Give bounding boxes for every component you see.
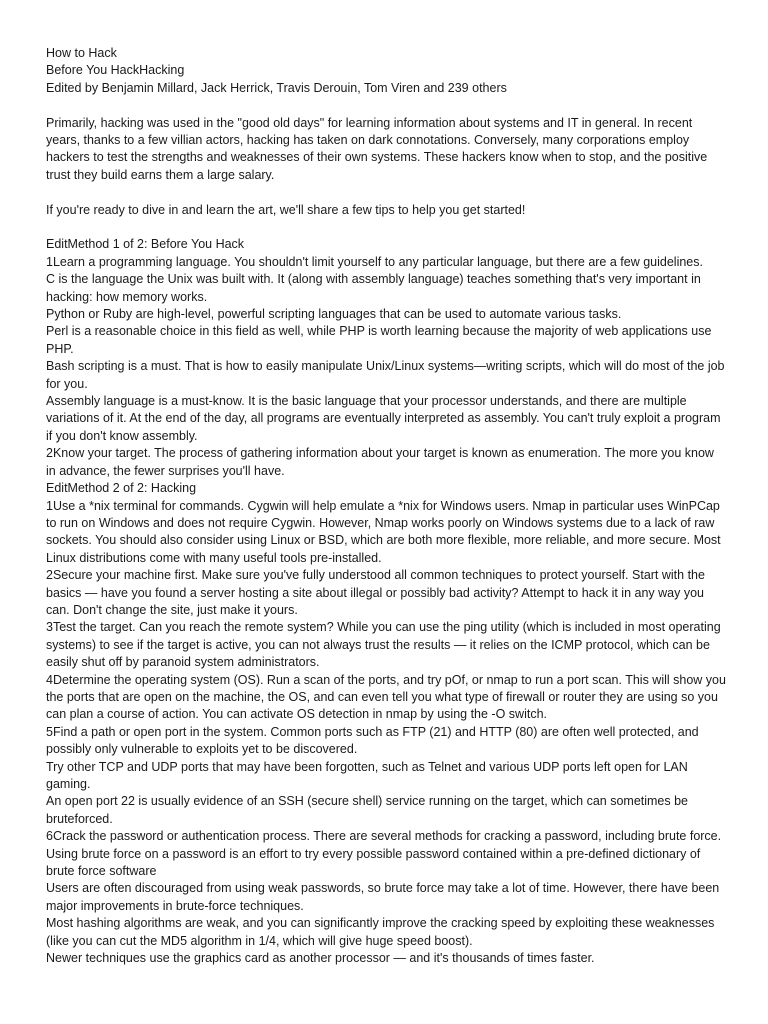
method-2-line: 4Determine the operating system (OS). Run a scan of the ports, and try pOf, or nmap to run a port scan. This will show you the ports that are open on the machine, the OS, and can even tell you what type of firewall or router they are using so you can plan a course of action. You can activate OS detection in nmap by using the -O switch. xyxy=(46,672,726,722)
document-credits: Edited by Benjamin Millard, Jack Herrick, Travis Derouin, Tom Viren and 239 others xyxy=(46,80,507,95)
spacer xyxy=(46,184,726,201)
method-2-line: 2Secure your machine first. Make sure you've fully understood all common techniques to protect yourself. Start with the basics — have you found a server hosting a site about illegal or possibly bad activity? Attempt to hack it in any way you can. Don't change the site, just make it yours. xyxy=(46,568,705,617)
method-2-line: Users are often discouraged from using weak passwords, so brute force may take a lot of time. However, there have been major improvements in brute-force techniques. xyxy=(46,881,720,913)
spacer xyxy=(46,219,726,236)
method-1-line: Perl is a reasonable choice in this field as well, while PHP is worth learning because the majority of web applications use PHP. xyxy=(46,324,712,356)
method-2-line: Newer techniques use the graphics card as another processor — and it's thousands of times faster. xyxy=(46,951,595,966)
method-1-line: Assembly language is a must-know. It is the basic language that your processor understands, and there are multiple variations of it. At the end of the day, all programs are eventually interpreted as assembly. You can't truly exploit a program if you don't know assembly. xyxy=(46,394,721,443)
method-1-line: Bash scripting is a must. That is how to easily manipulate Unix/Linux systems—writing scripts, which will do most of the job for you. xyxy=(46,359,725,391)
method-2-line: 3Test the target. Can you reach the remote system? While you can use the ping utility (which is included in most operating systems) to see if the target is active, you can not always trust the results — it relies on the ICMP protocol, which can be easily shut off by paranoid system administrators. xyxy=(46,620,721,670)
method-2-line: 6Crack the password or authentication process. There are several methods for cracking a password, including brute force. Using brute force on a password is an effort to try every possible password contained within a pre-defined dictionary of brute force software xyxy=(46,829,722,879)
method-2-line: 5Find a path or open port in the system. Common ports such as FTP (21) and HTTP (80) are often well protected, and possibly only vulnerable to exploits yet to be discovered. xyxy=(46,724,699,757)
method-2-heading: EditMethod 2 of 2: Hacking xyxy=(46,481,197,496)
method-1-line: Python or Ruby are high-level, powerful scripting languages that can be used to automate various tasks. xyxy=(46,307,622,322)
method-2-line: An open port 22 is usually evidence of an SSH (secure shell) service running on the target, which can sometimes be bruteforced. xyxy=(46,794,689,826)
method-1-line: 1Learn a programming language. You shouldn't limit yourself to any particular language, but there are a few guidelines. xyxy=(46,254,703,269)
document-subtitle: Before You HackHacking xyxy=(46,63,185,78)
document-title: How to Hack xyxy=(46,46,117,60)
method-2-line: Most hashing algorithms are weak, and you can significantly improve the cracking speed by exploiting these weaknesses (like you can cut the MD5 algorithm in 1/4, which will give huge speed boost). xyxy=(46,916,715,948)
document-page xyxy=(46,45,726,967)
spacer xyxy=(46,97,726,114)
method-2-line: Try other TCP and UDP ports that may have been forgotten, such as Telnet and various UDP ports left open for LAN gaming. xyxy=(46,759,688,792)
method-1-heading: EditMethod 1 of 2: Before You Hack xyxy=(46,237,245,252)
intro-paragraph-1: Primarily, hacking was used in the "good old days" for learning information about systems and IT in general. In recent years, thanks to a few villian actors, hacking has taken on dark connotations. Conversely, many corporations employ hackers to test the strengths and weaknesses of their own systems. These hackers know when to stop, and the positive trust they build earns them a large salary. xyxy=(46,115,708,182)
method-2-line: 1Use a *nix terminal for commands. Cygwin will help emulate a *nix for Windows users. Nmap in particular uses WinPCap to run on Windows and does not require Cygwin. However, Nmap works poorly on Windows systems due to a lack of raw sockets. You should also consider using Linux or BSD, which are both more flexible, more reliable, and more secure. Most Linux distributions come with many useful tools pre-installed. xyxy=(46,498,721,565)
intro-paragraph-2: If you're ready to dive in and learn the art, we'll share a few tips to help you get started! xyxy=(46,202,526,217)
method-1-line: 2Know your target. The process of gathering information about your target is known as enumeration. The more you know in advance, the fewer surprises you'll have. xyxy=(46,446,714,478)
method-1-line: C is the language the Unix was built with. It (along with assembly language) teaches something that's very important in hacking: how memory works. xyxy=(46,272,701,304)
